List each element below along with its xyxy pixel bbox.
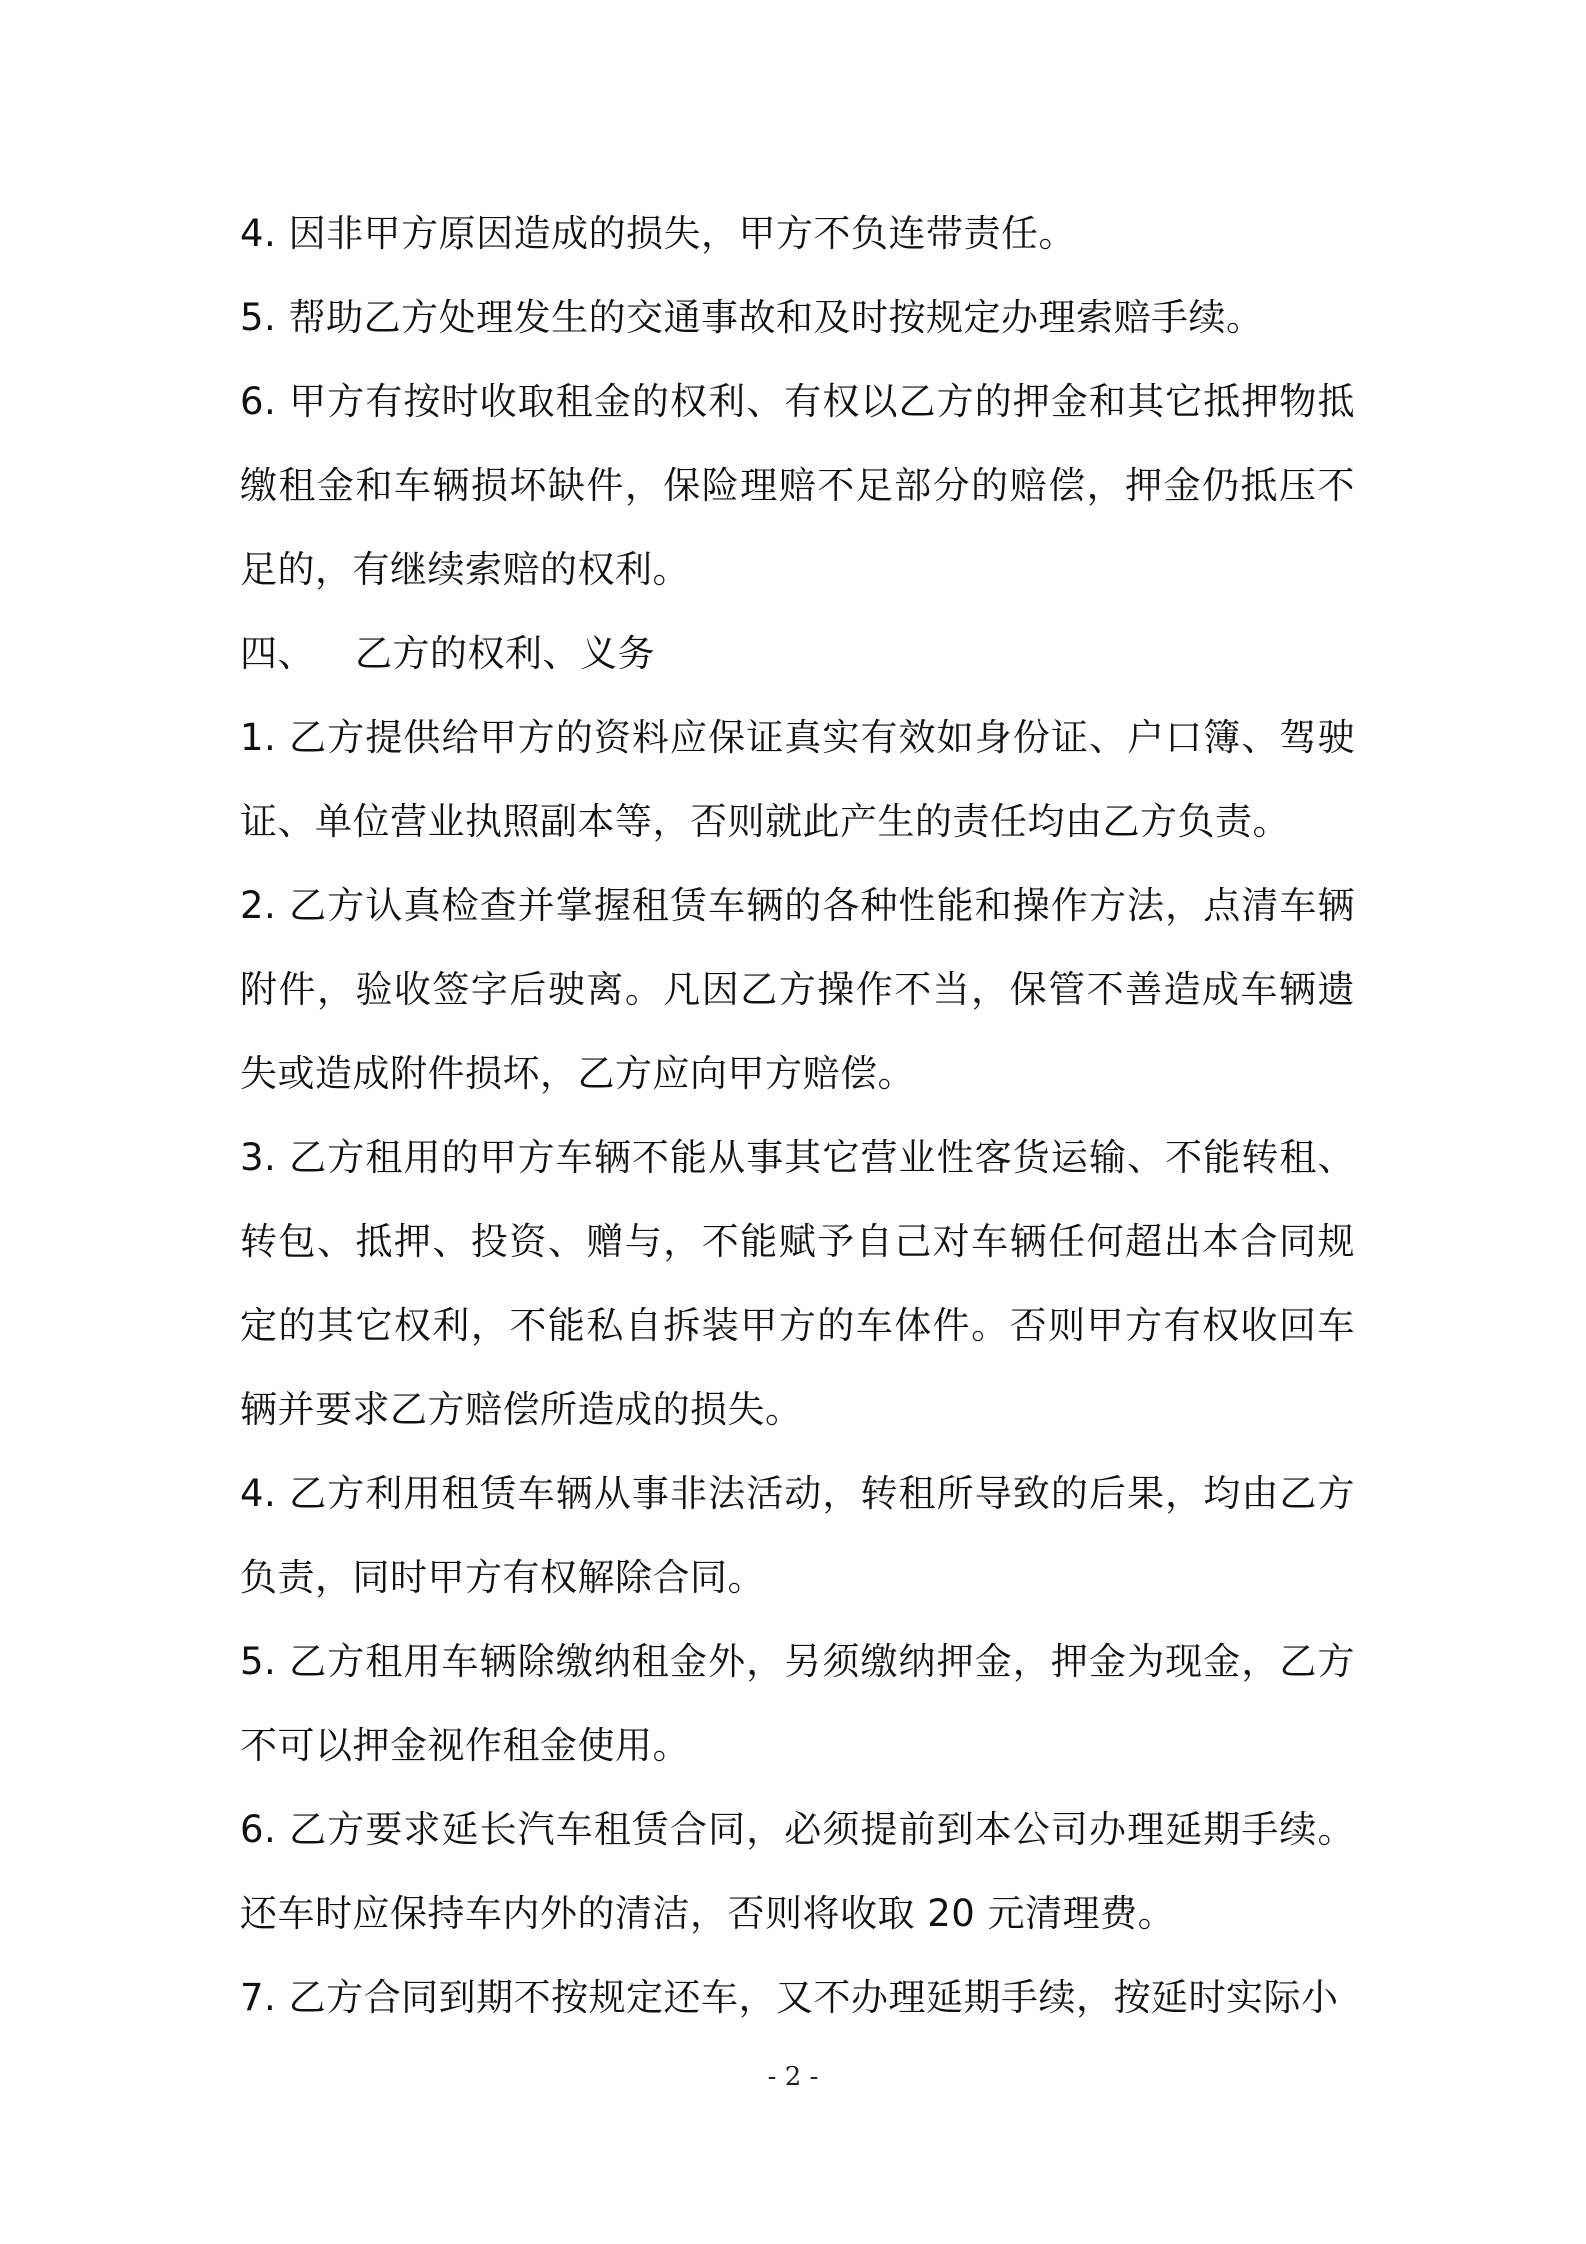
paragraph-b5: 5. 乙方租用车辆除缴纳租金外，另须缴纳押金，押金为现金，乙方不可以押金视作租金使用。 xyxy=(240,1640,1355,1767)
paragraph-b4: 4. 乙方利用租赁车辆从事非法活动，转租所导致的后果，均由乙方负责，同时甲方有权解除合同。 xyxy=(240,1472,1355,1599)
paragraph-b7: 7. 乙方合同到期不按规定还车，又不办理延期手续，按延时实际小 xyxy=(240,1976,1339,2019)
paragraph-a6: 6. 甲方有按时收取租金的权利、有权以乙方的押金和其它抵押物抵缴租金和车辆损坏缺件，保险理赔不足部分的赔偿，押金仍抵压不足的，有继续索赔的权利。 xyxy=(240,380,1355,591)
paragraph-b3: 3. 乙方租用的甲方车辆不能从事其它营业性客货运输、不能转租、转包、抵押、投资、赠与，不能赋予自己对车辆任何超出本合同规定的其它权利，不能私自拆装甲方的车体件。否则甲方有权收回车辆并要求乙方赔偿所造成的损失。 xyxy=(240,1136,1355,1431)
section-number: 四、 xyxy=(240,632,315,675)
paragraph-b6: 6. 乙方要求延长汽车租赁合同，必须提前到本公司办理延期手续。还车时应保持车内外的清洁，否则将收取 20 元清理费。 xyxy=(240,1808,1355,1935)
section-title: 乙方的权利、义务 xyxy=(355,632,655,675)
paragraph-b2: 2. 乙方认真检查并掌握租赁车辆的各种性能和操作方法，点清车辆附件，验收签字后驶离。凡因乙方操作不当，保管不善造成车辆遗失或造成附件损坏，乙方应向甲方赔偿。 xyxy=(240,884,1355,1095)
document-body xyxy=(240,192,1355,2040)
section-heading xyxy=(240,612,1355,696)
page-number: - 2 - xyxy=(767,2062,819,2092)
paragraph-b1: 1. 乙方提供给甲方的资料应保证真实有效如身份证、户口簿、驾驶证、单位营业执照副本等，否则就此产生的责任均由乙方负责。 xyxy=(240,716,1355,843)
paragraph-a5: 5. 帮助乙方处理发生的交通事故和及时按规定办理索赔手续。 xyxy=(240,296,1264,339)
paragraph-a4: 4. 因非甲方原因造成的损失，甲方不负连带责任。 xyxy=(240,212,1077,255)
